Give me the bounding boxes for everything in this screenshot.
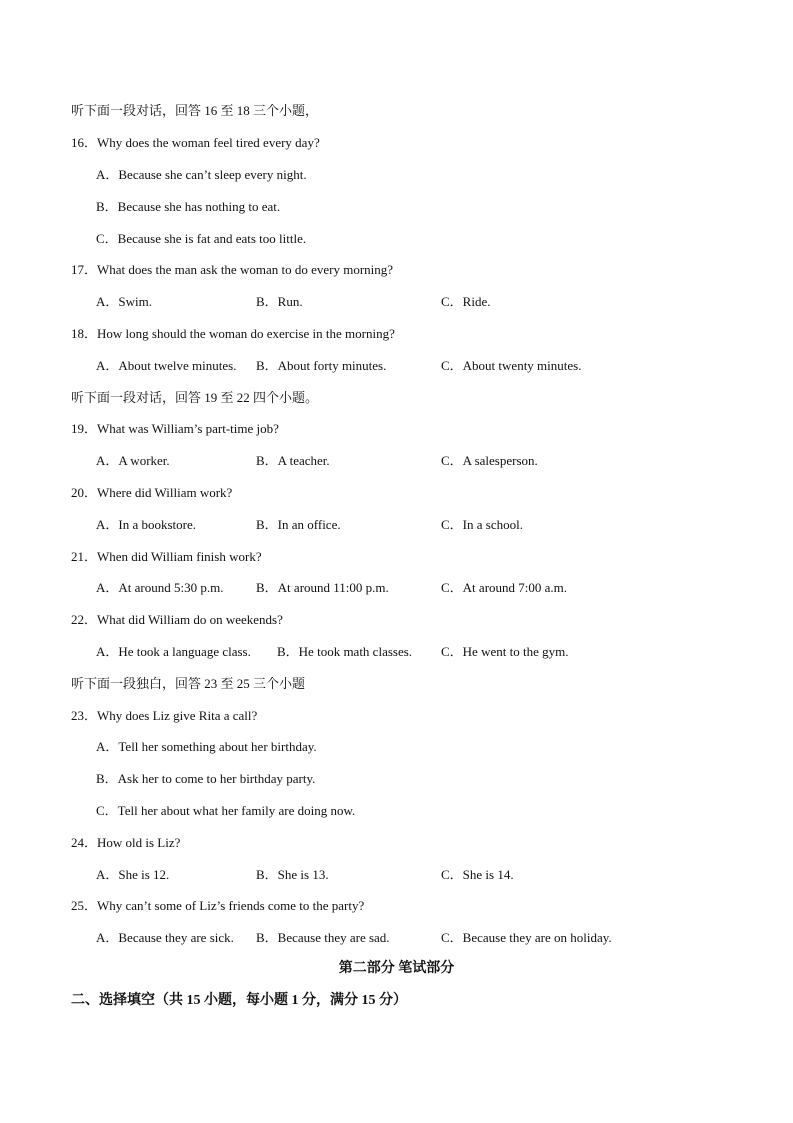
part-heading: 二、选择填空（共 15 小题，每小题 1 分，满分 15 分）	[71, 993, 407, 1008]
question-25-option-a: A．Because they are sick.	[96, 930, 234, 945]
question-24-option-c: C．She is 14.	[441, 867, 514, 882]
question-17-stem: 17．What does the man ask the woman to do every morning?	[71, 262, 394, 277]
question-24-stem: 24．How old is Liz?	[71, 835, 181, 850]
question-21-option-c: C．At around 7:00 a.m.	[441, 580, 568, 595]
question-25-option-c: C．Because they are on holiday.	[441, 930, 612, 945]
question-23-stem: 23．Why does Liz give Rita a call?	[71, 708, 258, 723]
question-20-option-b: B．In an office.	[256, 517, 341, 532]
question-18-option-a: A．About twelve minutes.	[96, 358, 237, 373]
question-16-option-a: A．Because she can’t sleep every night.	[96, 167, 307, 182]
section-title: 第二部分 笔试部分	[338, 961, 455, 976]
question-17-option-a: A．Swim.	[96, 294, 152, 309]
question-19-option-b: B．A teacher.	[256, 453, 330, 468]
question-17-option-b: B．Run.	[256, 294, 303, 309]
question-21-option-a: A．At around 5:30 p.m.	[96, 580, 224, 595]
question-24-option-b: B．She is 13.	[256, 867, 329, 882]
instruction-q19-22: 听下面一段对话，回答 19 至 22 四个小题。	[71, 390, 319, 405]
question-25-option-b: B．Because they are sad.	[256, 930, 390, 945]
question-16-option-c: C．Because she is fat and eats too little.	[96, 231, 307, 246]
question-16-stem: 16．Why does the woman feel tired every day?	[71, 135, 320, 150]
question-19-stem: 19．What was William’s part-time job?	[71, 421, 279, 436]
question-22-option-b: B．He took math classes.	[277, 644, 413, 659]
question-20-stem: 20．Where did William work?	[71, 485, 233, 500]
question-20-option-a: A．In a bookstore.	[96, 517, 197, 532]
question-18-stem: 18．How long should the woman do exercise in the morning?	[71, 326, 395, 341]
instruction-q16-18: 听下面一段对话，回答 16 至 18 三个小题，	[71, 103, 319, 118]
question-16-option-b: B．Because she has nothing to eat.	[96, 199, 281, 214]
question-24-option-a: A．She is 12.	[96, 867, 170, 882]
question-20-option-c: C．In a school.	[441, 517, 523, 532]
question-23-option-b: B．Ask her to come to her birthday party.	[96, 771, 316, 786]
question-19-option-c: C．A salesperson.	[441, 453, 538, 468]
question-17-option-c: C．Ride.	[441, 294, 491, 309]
question-18-option-c: C．About twenty minutes.	[441, 358, 582, 373]
question-25-stem: 25．Why can’t some of Liz’s friends come to the party?	[71, 898, 365, 913]
question-22-option-a: A．He took a language class.	[96, 644, 251, 659]
question-23-option-a: A．Tell her something about her birthday.	[96, 739, 317, 754]
question-21-option-b: B．At around 11:00 p.m.	[256, 580, 389, 595]
question-19-option-a: A．A worker.	[96, 453, 170, 468]
instruction-q23-25: 听下面一段独白，回答 23 至 25 三个小题	[71, 676, 306, 691]
question-21-stem: 21．When did William finish work?	[71, 549, 262, 564]
question-23-option-c: C．Tell her about what her family are doing now.	[96, 803, 356, 818]
question-18-option-b: B．About forty minutes.	[256, 358, 387, 373]
question-22-stem: 22．What did William do on weekends?	[71, 612, 283, 627]
question-22-option-c: C．He went to the gym.	[441, 644, 569, 659]
